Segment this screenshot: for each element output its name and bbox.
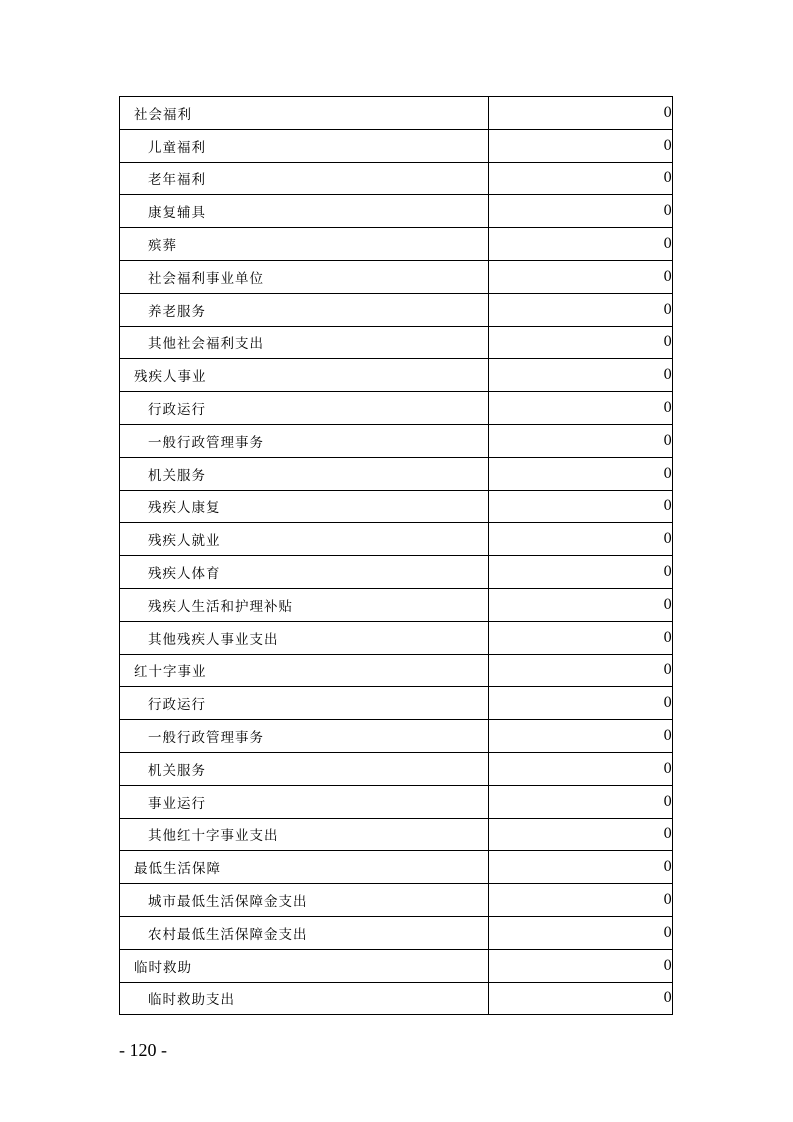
table-row <box>120 884 673 917</box>
item-name: 机关服务 <box>148 467 206 484</box>
table-row <box>120 851 673 884</box>
item-amount: 0 <box>489 752 673 785</box>
table-row <box>120 392 673 425</box>
item-name-cell <box>120 851 489 884</box>
item-name: 残疾人康复 <box>148 500 221 517</box>
item-name-cell <box>120 916 489 949</box>
item-amount: 0 <box>489 949 673 982</box>
item-name: 残疾人事业 <box>134 369 207 386</box>
item-amount: 0 <box>489 424 673 457</box>
table-row <box>120 293 673 326</box>
table-row <box>120 260 673 293</box>
item-name-cell <box>120 162 489 195</box>
item-name: 最低生活保障 <box>134 861 221 878</box>
item-name: 康复辅具 <box>148 205 206 222</box>
item-name-cell <box>120 228 489 261</box>
item-name-cell <box>120 457 489 490</box>
item-amount: 0 <box>489 654 673 687</box>
item-name: 养老服务 <box>148 303 206 320</box>
item-name-cell <box>120 97 489 130</box>
table-row <box>120 195 673 228</box>
item-name: 殡葬 <box>148 238 177 255</box>
table-row <box>120 424 673 457</box>
item-name: 行政运行 <box>148 697 206 714</box>
table-row <box>120 359 673 392</box>
table-row <box>120 457 673 490</box>
item-amount: 0 <box>489 392 673 425</box>
item-amount: 0 <box>489 916 673 949</box>
table-row <box>120 556 673 589</box>
item-amount: 0 <box>489 851 673 884</box>
table-row <box>120 326 673 359</box>
item-name-cell <box>120 818 489 851</box>
item-amount: 0 <box>489 293 673 326</box>
item-name: 城市最低生活保障金支出 <box>148 894 308 911</box>
item-amount: 0 <box>489 129 673 162</box>
item-name-cell <box>120 359 489 392</box>
item-amount: 0 <box>489 884 673 917</box>
item-amount: 0 <box>489 359 673 392</box>
item-name-cell <box>120 293 489 326</box>
item-name: 一般行政管理事务 <box>148 730 264 747</box>
item-name-cell <box>120 982 489 1015</box>
table-row <box>120 621 673 654</box>
item-name-cell <box>120 260 489 293</box>
page-number: - 120 - <box>119 1040 167 1060</box>
item-amount: 0 <box>489 818 673 851</box>
item-name-cell <box>120 392 489 425</box>
item-amount: 0 <box>489 720 673 753</box>
item-name-cell <box>120 588 489 621</box>
item-amount: 0 <box>489 490 673 523</box>
item-name: 临时救助 <box>134 959 192 976</box>
item-name-cell <box>120 752 489 785</box>
item-name: 临时救助支出 <box>148 992 235 1009</box>
item-amount: 0 <box>489 523 673 556</box>
table-row <box>120 490 673 523</box>
item-name-cell <box>120 621 489 654</box>
item-amount: 0 <box>489 228 673 261</box>
table-row <box>120 785 673 818</box>
item-amount: 0 <box>489 326 673 359</box>
item-name: 残疾人生活和护理补贴 <box>148 598 293 615</box>
item-name: 行政运行 <box>148 402 206 419</box>
item-amount: 0 <box>489 687 673 720</box>
item-name: 残疾人就业 <box>148 533 221 550</box>
item-amount: 0 <box>489 195 673 228</box>
item-name-cell <box>120 687 489 720</box>
item-name: 老年福利 <box>148 172 206 189</box>
table-row <box>120 129 673 162</box>
table-row <box>120 97 673 130</box>
table-row <box>120 228 673 261</box>
item-name-cell <box>120 720 489 753</box>
item-name: 儿童福利 <box>148 139 206 156</box>
table-row <box>120 654 673 687</box>
item-name: 其他红十字事业支出 <box>148 828 279 845</box>
item-name: 一般行政管理事务 <box>148 434 264 451</box>
table-row <box>120 687 673 720</box>
table-row <box>120 588 673 621</box>
item-name: 其他残疾人事业支出 <box>148 631 279 648</box>
item-name: 社会福利 <box>134 106 192 123</box>
table-row <box>120 982 673 1015</box>
table-row <box>120 162 673 195</box>
item-name-cell <box>120 523 489 556</box>
item-name-cell <box>120 195 489 228</box>
budget-table <box>119 96 673 1015</box>
table-row <box>120 818 673 851</box>
item-amount: 0 <box>489 260 673 293</box>
table-row <box>120 752 673 785</box>
item-name: 残疾人体育 <box>148 566 221 583</box>
item-amount: 0 <box>489 621 673 654</box>
item-name-cell <box>120 490 489 523</box>
item-name-cell <box>120 654 489 687</box>
item-amount: 0 <box>489 588 673 621</box>
item-name-cell <box>120 424 489 457</box>
table-row <box>120 720 673 753</box>
item-name-cell <box>120 785 489 818</box>
item-amount: 0 <box>489 556 673 589</box>
item-amount: 0 <box>489 162 673 195</box>
item-name: 机关服务 <box>148 762 206 779</box>
budget-table-body <box>120 97 673 1015</box>
item-name-cell <box>120 326 489 359</box>
item-amount: 0 <box>489 982 673 1015</box>
item-name-cell <box>120 949 489 982</box>
item-name: 其他社会福利支出 <box>148 336 264 353</box>
table-row <box>120 523 673 556</box>
item-name: 事业运行 <box>148 795 206 812</box>
item-name: 农村最低生活保障金支出 <box>148 926 308 943</box>
item-name: 社会福利事业单位 <box>148 270 264 287</box>
item-amount: 0 <box>489 785 673 818</box>
item-amount: 0 <box>489 457 673 490</box>
item-name-cell <box>120 556 489 589</box>
budget-sheet <box>119 96 672 1015</box>
item-amount: 0 <box>489 97 673 130</box>
item-name: 红十字事业 <box>134 664 207 681</box>
item-name-cell <box>120 129 489 162</box>
item-name-cell <box>120 884 489 917</box>
table-row <box>120 916 673 949</box>
table-row <box>120 949 673 982</box>
